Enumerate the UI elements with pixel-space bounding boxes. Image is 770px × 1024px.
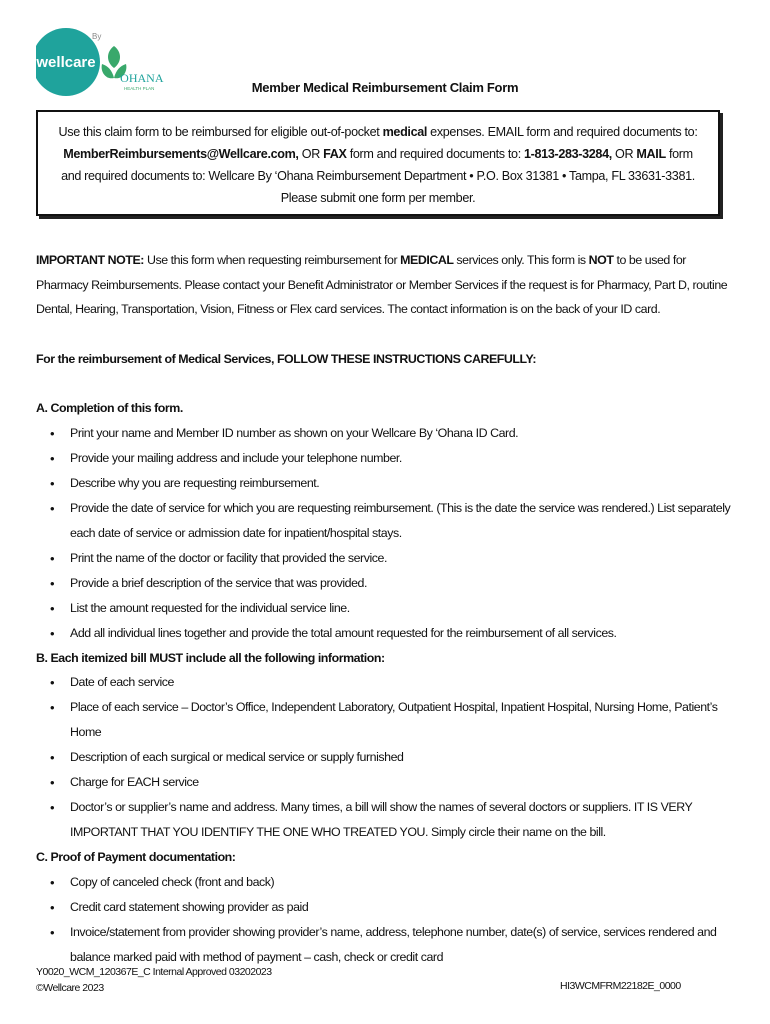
list-item: • Doctor’s or supplier’s name and address. Many times, a bill will show the names of several doctors or suppliers. IT IS VERY IMPORTANT THAT YOU IDENTIFY THE ONE WHO TREATED YOU. Simply circle their name on the bill. — [36, 795, 736, 845]
section-a-list — [36, 421, 736, 646]
fax-number: 1-813-283-3284, — [524, 147, 612, 161]
list-item: • Place of each service – Doctor’s Office, Independent Laboratory, Outpatient Hospital, Inpatient Hospital, Nursing Home, Patient’s Home — [36, 695, 736, 745]
list-item: • Add all individual lines together and provide the total amount requested for the reimbursement of all services. — [36, 621, 736, 646]
section-b-heading: B. Each itemized bill MUST include all the following information: — [36, 650, 385, 665]
list-item: • Credit card statement showing provider as paid — [36, 895, 736, 920]
list-item: • Date of each service — [36, 670, 736, 695]
logo-partner-text: 'OHANA — [118, 71, 164, 85]
important-note: IMPORTANT NOTE: Use this form when requesting reimbursement for MEDICAL services only. This form is NOT to be used for Pharmacy Reimbursements. Please contact your Benefit Administrator or Member Services if the request is for Pharmacy, Part D, routine Dental, Hearing, Transportation, Vision, Fitness or Flex card services. The contact information is on the back of your ID card. — [36, 253, 728, 316]
logo-partner-sub: HEALTH PLAN — [124, 86, 155, 91]
list-item: • Print your name and Member ID number as shown on your Wellcare By ‘Ohana ID Card. — [36, 421, 736, 446]
email-address: MemberReimbursements@Wellcare.com, — [63, 147, 299, 161]
footer-code: Y0020_WCM_120367E_C Internal Approved 03202023 — [36, 966, 272, 978]
list-item: • Provide a brief description of the service that was provided. — [36, 571, 736, 596]
list-item: • Invoice/statement from provider showing provider’s name, address, telephone number, date(s) of service, services rendered and balance marked paid with method of payment – cash, check or credit card — [36, 920, 736, 970]
list-item: • Provide the date of service for which you are requesting reimbursement. (This is the date the service was rendered.) List separately each date of service or admission date for inpatient/hospital stays. — [36, 496, 736, 546]
list-item: • Copy of canceled check (front and back) — [36, 870, 736, 895]
page-title: Member Medical Reimbursement Claim Form — [251, 80, 519, 95]
footer-copyright: ©Wellcare 2023 — [36, 982, 104, 994]
submission-info-box — [36, 110, 720, 216]
section-c-list — [36, 870, 736, 970]
list-item: • Provide your mailing address and include your telephone number. — [36, 446, 736, 471]
section-a-heading: A. Completion of this form. — [36, 401, 183, 415]
section-c-heading: C. Proof of Payment documentation: — [36, 850, 236, 864]
footer-form-id: HI3WCMFRM22182E_0000 — [560, 980, 681, 992]
list-item: • List the amount requested for the individual service line. — [36, 596, 736, 621]
submission-info-text: Use this claim form to be reimbursed for eligible out-of-pocket medical expenses. EMAIL form and required documents to: MemberReimbursements@Wellcare.com, OR FAX form and required documents to: 1-813-283-3284, OR MAIL form and required documents to: Wellcare By ‘Ohana Reimbursement Department • P.O. Box 31381 • Tampa, FL 33631-3381. Please submit one form per member. — [58, 125, 698, 205]
section-a — [36, 396, 736, 970]
list-item: • Describe why you are requesting reimbursement. — [36, 471, 736, 496]
list-item: • Charge for EACH service — [36, 770, 736, 795]
list-item: • Print the name of the doctor or facility that provided the service. — [36, 546, 736, 571]
logo-by-text: By — [92, 32, 102, 41]
footer-left — [36, 964, 272, 996]
instructions-heading: For the reimbursement of Medical Services, FOLLOW THESE INSTRUCTIONS CAREFULLY: — [36, 352, 537, 366]
list-item: • Description of each surgical or medical service or supply furnished — [36, 745, 736, 770]
logo-brand-text: wellcare — [36, 54, 96, 71]
section-b-list — [36, 670, 736, 845]
